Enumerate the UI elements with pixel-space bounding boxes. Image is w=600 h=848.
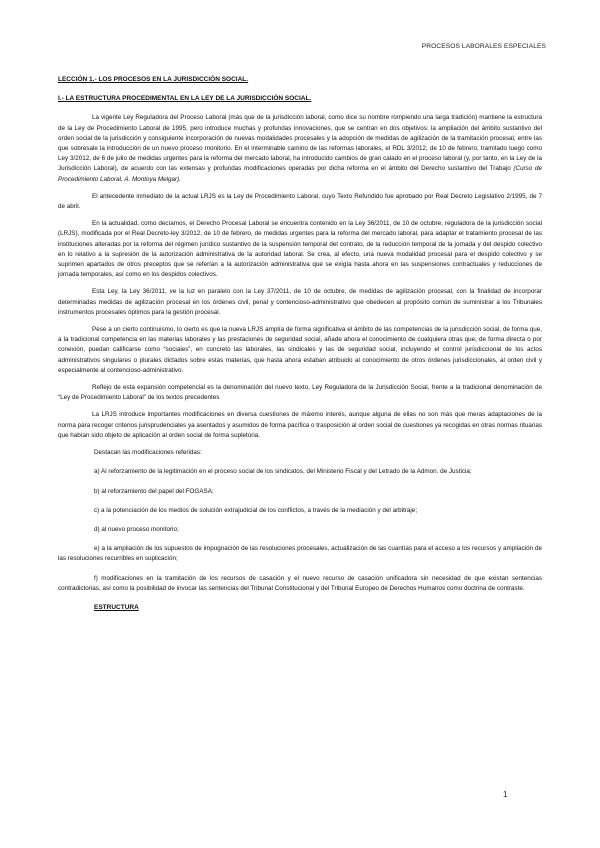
list-item-f: f) modificaciones en la tramitación de los recursos de casación y el nuevo recurso de casación unificadora sin necesidad de que existan sentencias contradictorias, así como la posibilidad de invocar las sentencias del Tribunal Constitucional y del Tribunal Europeo de Derechos Humanos como doctrina de contraste.: [58, 574, 542, 592]
list-item-a: a) Al reforzamiento de la legitimación en el proceso social de los sindicatos, del Ministerio Fiscal y del Letrado de la Admon. de Justicia;: [94, 468, 472, 476]
paragraph-2: El antecedente inmediato de la actual LRJS es la Ley de Procedimiento Laboral, cuyo Texto Refundido fue aprobado por Real Decreto Legislativo 2/1995, de 7 de abril.: [58, 192, 542, 211]
section-title: I.- LA ESTRUCTURA PROCEDIMENTAL EN LA LEY DE LA JURISDICCIÓN SOCIAL.: [58, 95, 312, 103]
list-item-d: d) al nuevo proceso monitorio;: [94, 525, 179, 533]
paragraph-6: Reflejo de esta expansión competencial es la denominación del nuevo texto, Ley Reguladora de la Jurisdicción Social, frente a la tradicional denominación de “Ley de Procedimiento Laboral” de los textos precedentes: [58, 384, 542, 402]
paragraph-4: Esta Ley, la Ley 36/2011, ve la luz en paralelo con la Ley 37/2011, de 10 de octubre, de medidas de agilización procesal, con la finalidad de incorporar determinadas medidas de agilización procesal en los órdenes civil, penal y contencioso-administrativo que obedecen al propósito común de suministrar a los Tribunales instrumentos procesales óptimos para la gestión procesal.: [58, 288, 542, 316]
paragraph-5: Pese a un cierto continuismo, lo cierto es que la nueva LRJS amplía de forma significativa el ámbito de las competencias de la jurisdicción social, de forma que, a la tradicional competencia en las materias laborales y las prestaciones de seguridad social, añade ahora el conocimiento de cualquiera otras que, de forma directa o por conexión, puedan calificarse como “sociales”, en concreto las laborales, las sindicales y las de seguridad social, incluyendo el control jurisdiccional de los actos administrativos singulares o plurales dictados sobre estas materias, que hasta ahora estaban atribuido al conocimiento de otros órdenes jurisdiccionales, al orden civil y especialmente al contencioso-administrativo.: [58, 326, 542, 374]
lesson-title: LECCIÓN 1.- LOS PROCESOS EN LA JURISDICCIÓN SOCIAL.: [58, 76, 249, 83]
paragraph-3: En la actualidad, como decíamos, el Derecho Procesal Laboral se encuentra contenido en la Ley 36/2011, de 10 de octubre, reguladora de la jurisdicción social (LRJS), modificada por el Real Decreto-ley 3/2012, de 10 de febrero, de medidas urgentes para la reforma del mercado laboral, para adaptar el tratamiento procesal de las instituciones alteradas por la reforma del régimen jurídico sustantivo de la suspensión temporal del contrato, de la reducción temporal de la jornada y del despido colectivo en lo relativo a la supresión de la autorización administrativa de la autoridad laboral. Se crea, al efecto, una nueva modalidad procesal para el despido colectivo y se suprimen apartados de otros preceptos que se referían a la autorización administrativa que se exigía hasta ahora en las suspensiones contractuales y reducciones de jornada temporales, así como en los despidos colectivos.: [58, 220, 542, 279]
paragraph-1: [58, 113, 542, 184]
paragraph-7: La LRJS introduce importantes modificaciones en diversa cuestiones de máximo interés, aunque alguna de ellas no son más que meras adaptaciones de la norma para recoger criterios jurisprudenciales ya asentados y asumidos de forma pacífica o trasposición al orden social de cuestiones ya recogidas en otras normas rituarias que habían sido objeto de aplicación al orden social de forma supletoria.: [58, 411, 542, 439]
list-item-b: b) al reforzamiento del papel del FOGASA;: [94, 487, 214, 495]
list-item-e: e) a la ampliación de los supuestos de impugnación de las resoluciones procesales, actualización de las cuantías para el acceso a los recursos y ampliación de las resoluciones recurribles en suplicación;: [58, 545, 542, 563]
estructura-heading: ESTRUCTURA: [94, 603, 139, 611]
list-item-c: c) a la potenciación de los medios de solución extrajudicial de los conflictos, a través de la mediación y del arbitraje;: [94, 506, 418, 514]
list-intro: Destacan las modificaciones referidas:: [94, 449, 202, 457]
paragraph-1-text: La vigente Ley Reguladora del Proceso Laboral (más que de la jurisdicción laboral, como dice su nombre rompiendo una larga tradición) mantiene la estructura de la Ley de Procedimiento Laboral de 1995, pero introduce muchas y profundas innovaciones, que se centran en dos objetivos: la ampliación del ámbito sustantivo del orden social de la jurisdicción y consiguiente incorporación de nuevas modalidades procesales y la adopción de medidas de agilización de la tramitación procesal, entre las que sobresale la introducción de un nuevo proceso monitorio. En el interminable camino de las reformas laborales, el RDL 3/2012, de 10 de febrero, tramitado luego como Ley 3/2012, de 6 de julio de medidas urgentes para la reforma del mercado laboral, ha introducido cambios de gran calado en el proceso laboral (y, por tanto, en la Ley de la Jurisdicción Laboral), de acuerdo con las extensas y profundas modificaciones operadas por dicha reforma en el ámbito del Derecho sustantivo del Trabajo: [58, 114, 542, 173]
page-number: 1: [503, 790, 508, 799]
running-header: PROCESOS LABORALES ESPECIALES: [421, 43, 546, 50]
document-body: [58, 75, 542, 613]
paragraph-1-citation: (Curso de Procedimiento Laboral, A. Montoya Melgar).: [58, 165, 542, 183]
